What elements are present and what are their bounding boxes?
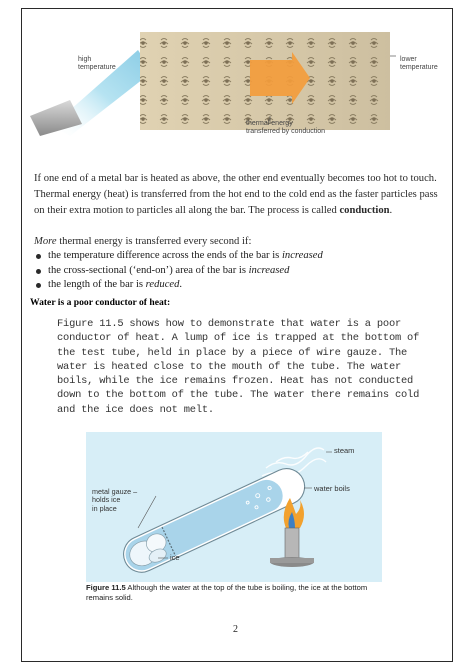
ice-label: ice [170,553,180,562]
list-item: the length of the bar is reduced. [34,278,444,293]
conduction-diagram [30,16,444,136]
conduction-term: conduction [339,205,390,216]
steam-label: steam [334,446,355,455]
conduction-figure [30,16,444,136]
conduction-factors-list [34,249,444,293]
water-conductor-paragraph: Figure 11.5 shows how to demonstrate that water is a poor conductor of heat. A lump of ice is trapped at the bottom of the test tube, held in place by a piece of wire gauze. The water is heated close to the mouth of the tube. The water boils, while the ice remains frozen. Heat has not conducted down to the bottom of the tube. The water there remains cold and the ice does not melt. [57,318,420,416]
list-item: the cross-sectional (‘end-on’) area of the bar is increased [34,264,444,279]
metal-gauze-label: metal gauze – holds ice in place [92,487,138,513]
conduction-paragraph: If one end of a metal bar is heated as above, the other end eventually becomes too hot to touch. Thermal energy (heat) is transferred from the hot end to the cold end as the faster particles pass on their extra motion to particles all along the bar. The process is called conduction. [34,173,438,216]
lower-temperature-label: lower temperature [400,56,438,71]
thermal-energy-label: thermal energy transferred by conduction [246,120,325,135]
page-number: 2 [233,624,238,635]
test-tube-figure [86,432,382,582]
section-heading: Water is a poor conductor of heat: [30,297,171,308]
list-item: the temperature difference across the ends of the bar is increased [34,249,444,264]
figure-caption: Figure 11.5 Although the water at the top of the tube is boiling, the ice at the bottom remains solid. [86,583,368,602]
bunsen-burner [285,528,299,558]
more-energy-intro: More thermal energy is transferred every second if: [34,236,252,247]
water-boils-label: water boils [314,484,350,493]
high-temperature-label: high temperature [78,56,116,71]
